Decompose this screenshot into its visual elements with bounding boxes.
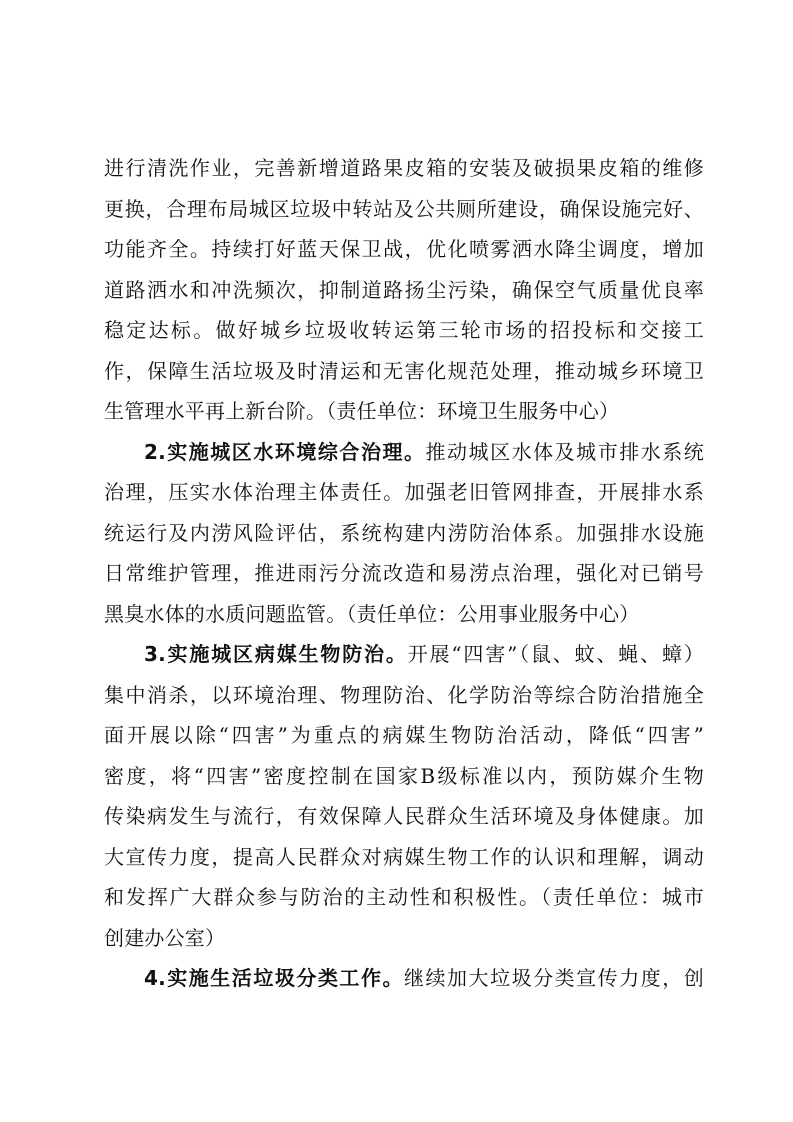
paragraph-3-first-line <box>104 634 704 675</box>
paragraph-1-line-5: 稳定达标。做好城乡垃圾收转运第三轮市场的招投标和交接工 <box>104 318 704 342</box>
body-text <box>104 148 704 999</box>
paragraph-2-line-4: 日常维护管理，推进雨污分流改造和易涝点治理，强化对已销号 <box>104 561 704 585</box>
paragraph-1-line-4: 道路洒水和冲洗频次，抑制道路扬尘污染，确保空气质量优良率 <box>104 277 704 302</box>
paragraph-4-heading: 4.实施生活垃圾分类工作。 <box>144 966 404 990</box>
paragraph-1-line-2: 更换，合理布局城区垃圾中转站及公共厕所建设，确保设施完好、 <box>104 196 704 221</box>
paragraph-3-line-4: 密度，将“四害”密度控制在国家B级标准以内，预防媒介生物 <box>104 763 704 788</box>
paragraph-3-line-3: 面开展以除“四害”为重点的病媒生物防治活动，降低“四害” <box>104 723 704 747</box>
paragraph-2-line-5: 黑臭水体的水质问题监管。（责任单位：公用事业服务中心） <box>104 601 640 626</box>
paragraph-4-first-line-text: 继续加大垃圾分类宣传力度，创 <box>403 966 704 990</box>
paragraph-2-line-3: 统运行及内涝风险评估，系统构建内涝防治体系。加强排水设施 <box>104 520 704 545</box>
paragraph-2-line-2: 治理，压实水体治理主体责任。加强老旧管网排查，开展排水系 <box>104 480 704 504</box>
paragraph-2-first-line-text: 推动城区水体及城市排水系统 <box>425 439 704 464</box>
paragraph-3-first-line-text: 开展“四害”（鼠、蚊、蝇、蟑） <box>407 642 704 666</box>
paragraph-3-line-2: 集中消杀，以环境治理、物理防治、化学防治等综合防治措施全 <box>104 682 704 707</box>
paragraph-1-line-1: 进行清洗作业，完善新增道路果皮箱的安装及破损果皮箱的维修 <box>104 156 704 180</box>
paragraph-2-heading: 2.实施城区水环境综合治理。 <box>144 439 426 464</box>
paragraph-4-first-line <box>104 958 704 999</box>
paragraph-3-line-5: 传染病发生与流行，有效保障人民群众生活环境及身体健康。加 <box>104 804 704 828</box>
paragraph-3-line-7: 和发挥广大群众参与防治的主动性和积极性。（责任单位：城市 <box>104 885 704 909</box>
paragraph-1-line-3: 功能齐全。持续打好蓝天保卫战，优化喷雾洒水降尘调度，增加 <box>104 237 704 261</box>
paragraph-3-heading: 3.实施城区病媒生物防治。 <box>144 642 408 666</box>
paragraph-1-line-7: 生管理水平再上新台阶。（责任单位：环境卫生服务中心） <box>104 399 620 423</box>
paragraph-1-line-6: 作，保障生活垃圾及时清运和无害化规范处理，推动城乡环境卫 <box>104 358 704 383</box>
paragraph-2-first-line <box>104 432 704 473</box>
paragraph-3-line-8: 创建办公室） <box>104 925 226 950</box>
paragraph-3-line-6: 大宣传力度，提高人民群众对病媒生物工作的认识和理解，调动 <box>104 844 704 869</box>
